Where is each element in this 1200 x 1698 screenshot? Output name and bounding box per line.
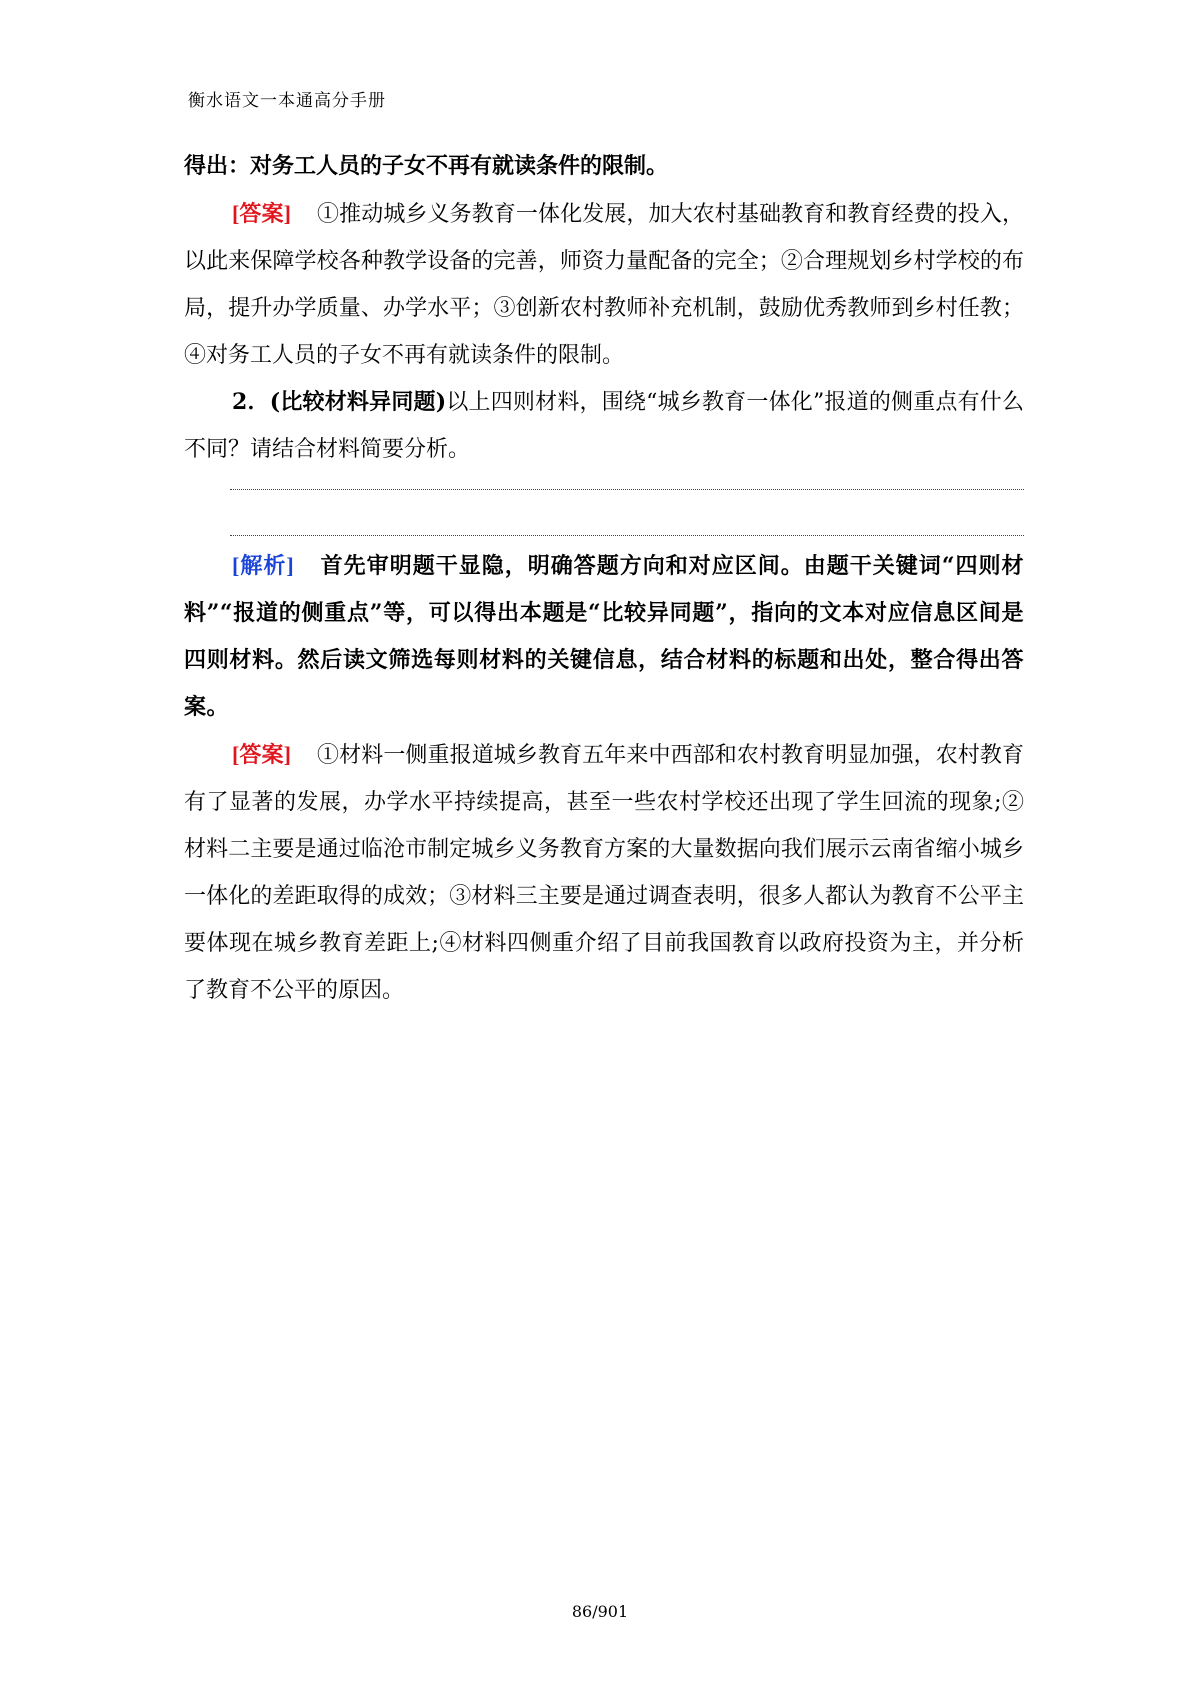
question-type: (比较材料异同题) <box>269 389 447 415</box>
prev-analysis-tail: 得出：对务工人员的子女不再有就读条件的限制。 <box>184 153 669 179</box>
question-number: 2． <box>232 389 270 415</box>
answer-2 <box>184 731 1024 1014</box>
answer-1-text: ①推动城乡义务教育一体化发展，加大农村基础教育和教育经费的投入，以此来保障学校各种教学设备的完善，师资力量配备的完全；②合理规划乡村学校的布局，提升办学质量、办学水平；③创新农村教师补充机制，鼓励优秀教师到乡村任教；④对务工人员的子女不再有就读条件的限制。 <box>184 202 1024 368</box>
running-header: 衡水语文一本通高分手册 <box>188 91 386 111</box>
analysis-2-text: 首先审明题干显隐，明确答题方向和对应区间。由题干关键词“四则材料”“报道的侧重点”等，可以得出本题是“比较异同题”，指向的文本对应信息区间是四则材料。然后读文筛选每则材料的关键信息，结合材料的标题和出处，整合得出答案。 <box>184 553 1024 720</box>
question-text: 以上四则材料，围绕“城乡教育一体化”报道的侧重点有什么不同？请结合材料简要分析。 <box>184 390 1025 462</box>
analysis-tag: [解析] <box>232 553 295 578</box>
answer-1 <box>184 190 1024 379</box>
page-number: 86/901 <box>571 1602 629 1621</box>
answer-blank-line <box>230 489 1024 490</box>
question-2 <box>184 379 1024 473</box>
answer-blank-line <box>230 535 1024 536</box>
answer-blank-lines <box>230 489 1024 536</box>
answer-2-text: ①材料一侧重报道城乡教育五年来中西部和农村教育明显加强，农村教育有了显著的发展，办学水平持续提高，甚至一些农村学校还出现了学生回流的现象;②材料二主要是通过临沧市制定城乡义务教育方案的大量数据向我们展示云南省缩小城乡一体化的差距取得的成效；③材料三主要是通过调查表明，很多人都认为教育不公平主要体现在城乡教育差距上;④材料四侧重介绍了目前我国教育以政府投资为主，并分析了教育不公平的原因。 <box>184 743 1024 1003</box>
analysis-2 <box>184 542 1024 731</box>
answer-tag: [答案] <box>232 742 291 767</box>
answer-tag: [答案] <box>232 201 291 226</box>
page-content <box>184 143 1024 1014</box>
